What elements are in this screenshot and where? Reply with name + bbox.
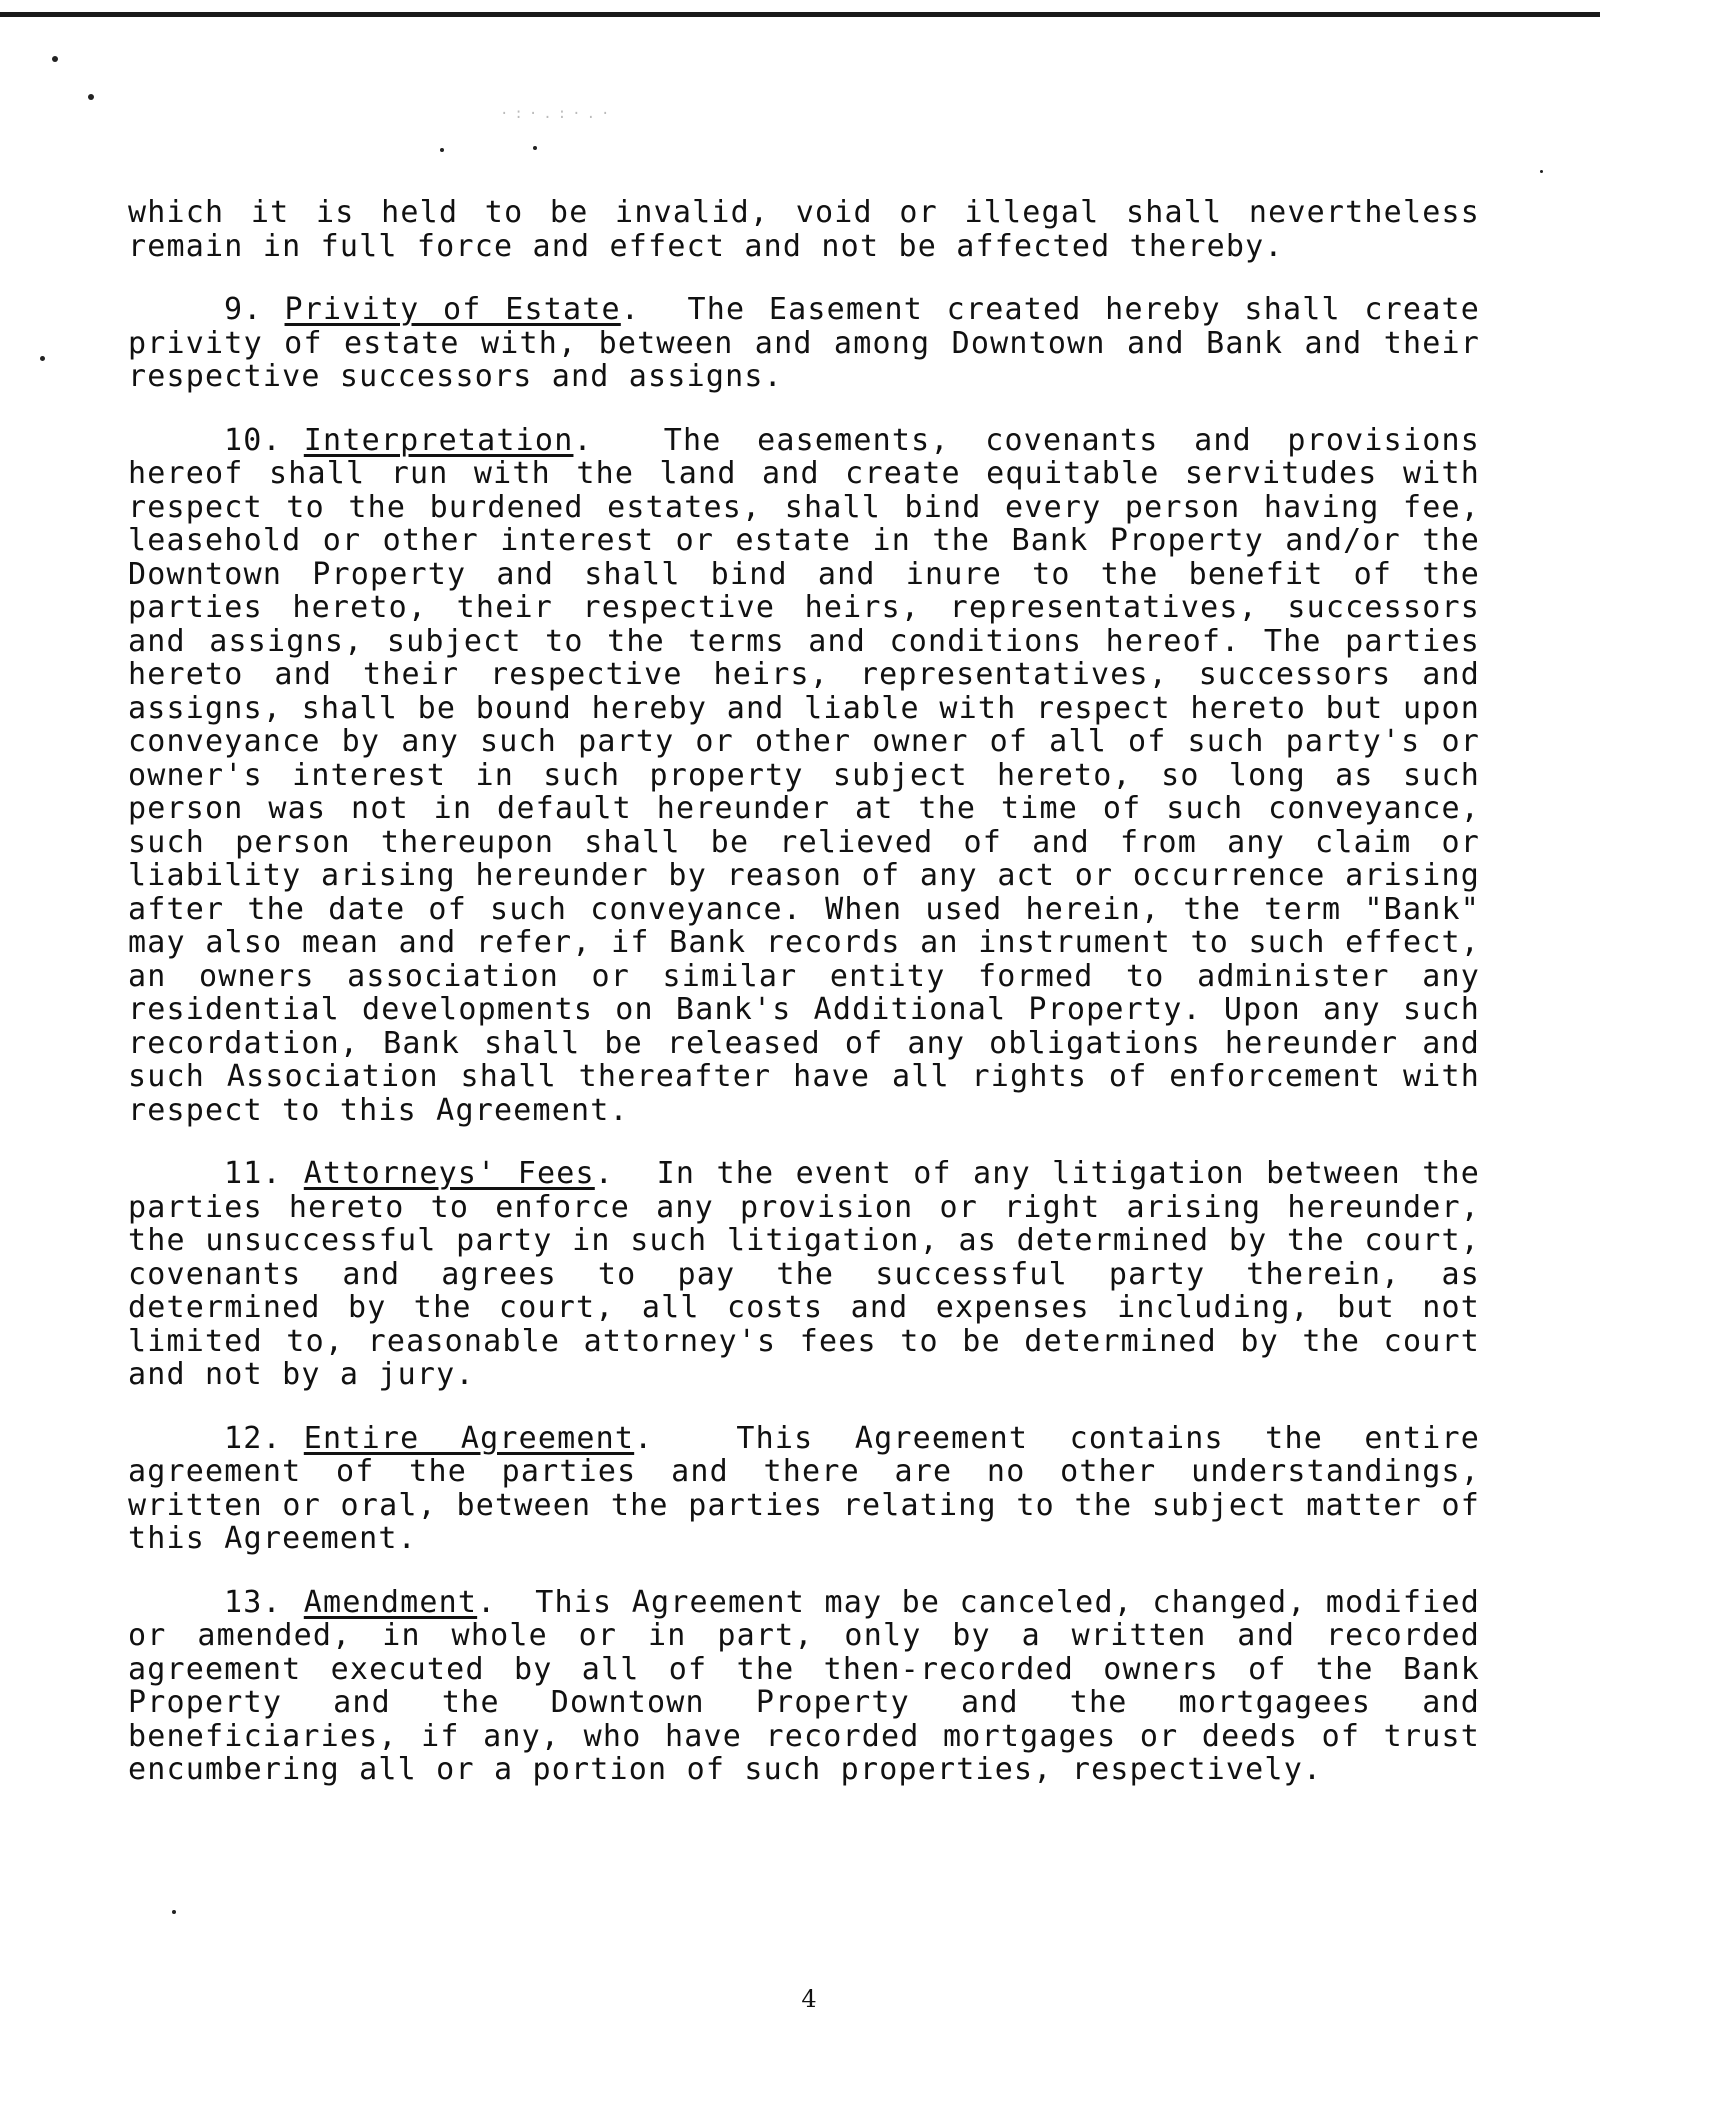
section-number: 11. [224, 1156, 282, 1191]
section-11: 11. Attorneys' Fees. In the event of any litigation between the parties hereto to enforce any provision or right arising hereunder, the unsuccessful party in such litigation, as determined by the court, covenants and agrees to pay the successful party therein, as determined by the court, all costs and expenses including, but not limited to, reasonable attorney's fees to be determined by the court and not by a jury. [128, 1156, 1480, 1392]
section-13: 13. Amendment. This Agreement may be canceled, changed, modified or amended, in whole or in part, only by a written and recorded agreement executed by all of the then-recorded owners of the Bank Property and the Downtown Property and the mortgagees and beneficiaries, if any, who have recorded mortgages or deeds of trust encumbering all or a portion of such properties, respectively. [128, 1584, 1480, 1787]
section-number: 9. [224, 292, 263, 327]
section-9: 9. Privity of Estate. The Easement created hereby shall create privity of estate with, between and among Downtown and Bank and their respective successors and assigns. [128, 292, 1480, 394]
section-number: 12. [224, 1420, 282, 1456]
section-10: 10. Interpretation. The easements, covenants and provisions hereof shall run with the land and create equitable servitudes with respect to the burdened estates, shall bind every person having fee, leasehold or other interest or estate in the Bank Property and/or the Downtown Property and shall bind and inure to the benefit of the parties hereto, their respective heirs, representatives, successors and assigns, subject to the terms and conditions hereof. The parties hereto and their respective heirs, representatives, successors and assigns, shall be bound hereby and liable with respect hereto but upon conveyance by any such party or other owner of all of such party's or owner's interest in such property subject hereto, so long as such person was not in default hereunder at the time of such conveyance, such person thereupon shall be relieved of and from any claim or liability arising hereunder by reason of any act or occurrence arising after the date of such conveyance. When used herein, the term "Bank" may also mean and refer, if Bank records an instrument to such effect, an owners association or similar entity formed to administer any residential developments on Bank's Additional Property. Upon any such recordation, Bank shall be released of any obligations hereunder and such Association shall thereafter have all rights of enforcement with respect to this Agreement. [128, 422, 1480, 1128]
page-number: 4 [801, 1985, 817, 2013]
section-heading: Entire Agreement [303, 1420, 635, 1456]
section-number: 13. [224, 1584, 282, 1620]
document-body [128, 196, 1480, 1817]
scan-speck [88, 94, 94, 100]
section-number: 10. [224, 422, 282, 458]
section-body: In the event of any litigation between the parties hereto to enforce any provision or right arising hereunder, the unsuccessful party in such litigation, as determined by the court, covenants and agrees to pay the successful party therein, as determined by the court, all costs and expenses including, but not limited to, reasonable attorney's fees to be determined by the court and not by a jury. [128, 1156, 1480, 1392]
section-body: The easements, covenants and provisions hereof shall run with the land and create equitable servitudes with respect to the burdened estates, shall bind every person having fee, leasehold or other interest or estate in the Bank Property and/or the Downtown Property and shall bind and inure to the benefit of the parties hereto, their respective heirs, representatives, successors and assigns, subject to the terms and conditions hereof. The parties hereto and their respective heirs, representatives, successors and assigns, shall be bound hereby and liable with respect hereto but upon conveyance by any such party or other owner of all of such party's or owner's interest in such property subject hereto, so long as such person was not in default hereunder at the time of such conveyance, such person thereupon shall be relieved of and from any claim or liability arising hereunder by reason of any act or occurrence arising after the date of such conveyance. When used herein, the term "Bank" may also mean and refer, if Bank records an instrument to such effect, an owners association or similar entity formed to administer any residential developments on Bank's Additional Property. Upon any such recordation, Bank shall be released of any obligations hereunder and such Association shall thereafter have all rights of enforcement with respect to this Agreement. [128, 422, 1480, 1128]
scan-speck [40, 356, 45, 361]
scan-speck [172, 1910, 176, 1914]
scan-smudge: ·:·.:·.· [500, 106, 616, 122]
section-heading: Amendment [303, 1584, 478, 1620]
section-body: This Agreement contains the entire agreement of the parties and there are no other understandings, written or oral, between the parties relating to the subject matter of this Agreement. [128, 1420, 1480, 1556]
section-body: The Easement created hereby shall create privity of estate with, between and among Downtown and Bank and their respective successors and assigns. [128, 292, 1480, 394]
section-heading: Interpretation [303, 422, 574, 458]
section-heading: Attorneys' Fees [303, 1156, 595, 1191]
scan-speck [533, 146, 537, 150]
section-heading: Privity of Estate [284, 292, 621, 327]
section-12: 12. Entire Agreement. This Agreement contains the entire agreement of the parties and there are no other understandings, written or oral, between the parties relating to the subject matter of this Agreement. [128, 1420, 1480, 1556]
scan-speck [52, 56, 58, 62]
continuation-paragraph: which it is held to be invalid, void or illegal shall nevertheless remain in full force and effect and not be affected thereby. [128, 195, 1480, 264]
top-scan-rule [0, 12, 1600, 17]
section-body: This Agreement may be canceled, changed, modified or amended, in whole or in part, only by a written and recorded agreement executed by all of the then-recorded owners of the Bank Property and the Downtown Property and the mortgagees and beneficiaries, if any, who have recorded mortgages or deeds of trust encumbering all or a portion of such properties, respectively. [128, 1584, 1480, 1787]
scan-speck [440, 148, 444, 152]
scan-speck [1540, 170, 1543, 173]
